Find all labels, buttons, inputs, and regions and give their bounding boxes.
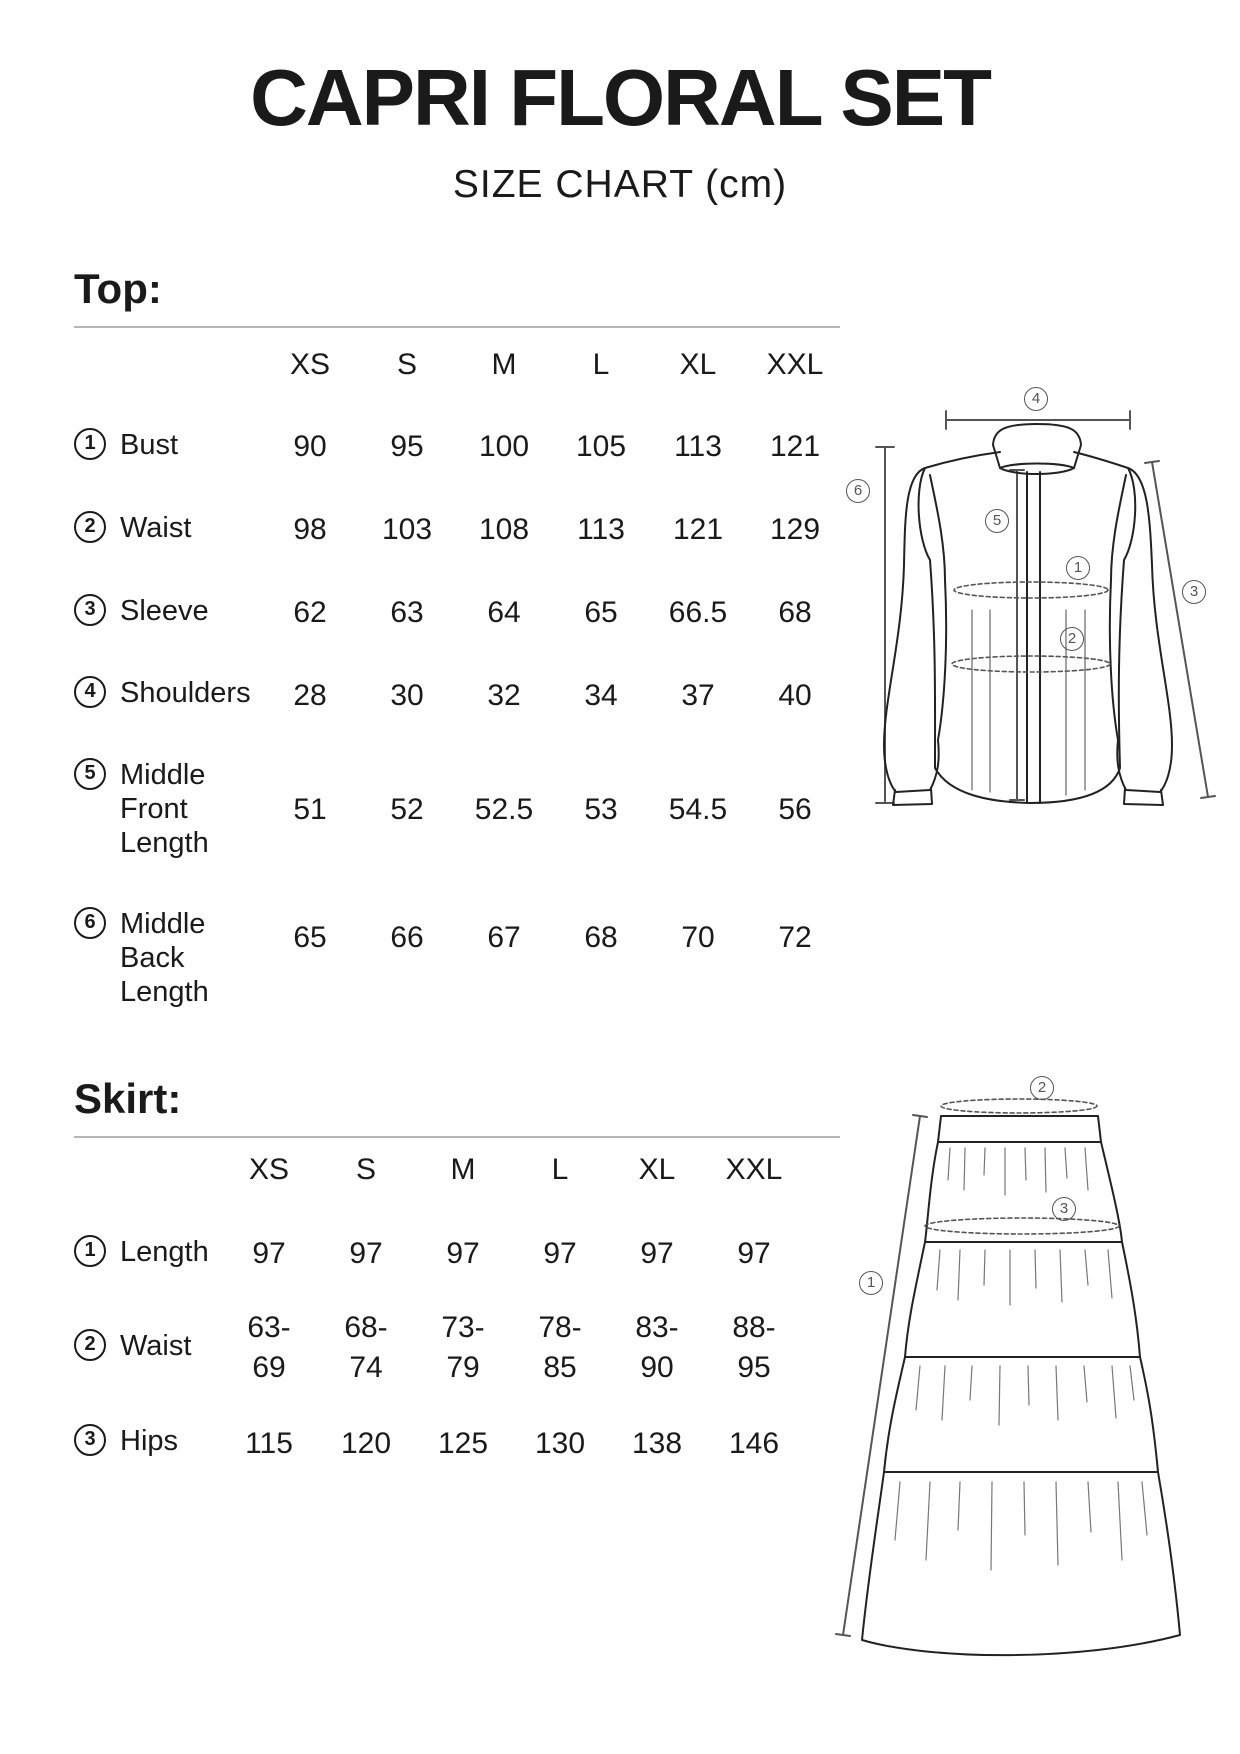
size-value-cell: 97 xyxy=(252,1237,286,1270)
row-number-badge: 3 xyxy=(74,1424,106,1456)
size-value-cell: 115 xyxy=(245,1427,293,1460)
size-value-cell: 68- 74 xyxy=(344,1311,388,1384)
size-value-cell: 70 xyxy=(681,921,715,954)
row-label-text: Hips xyxy=(120,1425,179,1457)
row-number-badge: 5 xyxy=(74,758,106,790)
skirt-marker-2: 2 xyxy=(1030,1076,1054,1100)
size-value-cell: 97 xyxy=(349,1237,383,1270)
size-value-cell: 98 xyxy=(293,513,327,546)
size-value-cell: 56 xyxy=(778,793,812,826)
row-label-text: Sleeve xyxy=(120,595,209,627)
skirt-diagram xyxy=(820,1080,1200,1680)
size-header-xs: XS xyxy=(289,348,331,381)
row-label xyxy=(74,511,191,545)
skirt-marker-3: 3 xyxy=(1052,1197,1076,1221)
row-number-badge: 4 xyxy=(74,676,106,708)
size-value-cell: 90 xyxy=(293,430,327,463)
skirt-marker-1: 1 xyxy=(859,1271,883,1295)
size-value-cell: 105 xyxy=(575,430,627,463)
size-value-cell: 64 xyxy=(487,596,521,629)
size-value-cell: 51 xyxy=(293,793,327,826)
row-number-badge: 2 xyxy=(74,511,106,543)
size-value-cell: 97 xyxy=(446,1237,480,1270)
size-value-cell: 32 xyxy=(487,679,521,712)
size-value-cell: 83- 90 xyxy=(635,1311,679,1384)
size-header-m: M xyxy=(491,348,517,381)
row-label-text: Middle Front Length xyxy=(120,759,209,859)
size-value-cell: 52.5 xyxy=(474,793,534,826)
skirt-section-heading: Skirt: xyxy=(74,1075,182,1122)
size-value-cell: 125 xyxy=(437,1427,489,1460)
size-value-cell: 113 xyxy=(577,513,625,546)
row-label-text: Bust xyxy=(120,429,179,461)
size-value-cell: 54.5 xyxy=(668,793,728,826)
size-value-cell: 138 xyxy=(631,1427,683,1460)
size-value-cell: 67 xyxy=(487,921,521,954)
size-header-xxl: XXL xyxy=(766,348,824,381)
size-header-xl: XL xyxy=(679,348,717,381)
blouse-marker-4: 4 xyxy=(1024,387,1048,411)
row-label xyxy=(74,428,178,462)
row-label-text: Waist xyxy=(120,1330,192,1362)
skirt-section-divider xyxy=(74,1136,840,1138)
size-value-cell: 97 xyxy=(543,1237,577,1270)
page-title: CAPRI FLORAL SET xyxy=(250,53,990,142)
size-value-cell: 121 xyxy=(672,513,724,546)
row-label-text: Waist xyxy=(120,512,192,544)
size-header-l: L xyxy=(592,348,610,381)
size-value-cell: 40 xyxy=(778,679,812,712)
size-value-cell: 53 xyxy=(584,793,618,826)
size-header-s: S xyxy=(396,348,417,381)
size-value-cell: 68 xyxy=(778,596,812,629)
row-number-badge: 1 xyxy=(74,1235,106,1267)
page-subtitle: SIZE CHART (cm) xyxy=(452,163,788,206)
size-value-cell: 30 xyxy=(390,679,424,712)
size-value-cell: 65 xyxy=(293,921,327,954)
size-value-cell: 73- 79 xyxy=(441,1311,485,1384)
blouse-marker-3: 3 xyxy=(1182,580,1206,604)
size-value-cell: 103 xyxy=(381,513,433,546)
size-value-cell: 97 xyxy=(737,1237,771,1270)
size-value-cell: 88- 95 xyxy=(732,1311,776,1384)
size-value-cell: 108 xyxy=(478,513,530,546)
size-value-cell: 95 xyxy=(390,430,424,463)
size-value-cell: 63 xyxy=(390,596,424,629)
top-section-divider xyxy=(74,326,840,328)
row-label xyxy=(74,1329,191,1363)
row-label-text: Length xyxy=(120,1236,209,1268)
row-number-badge: 2 xyxy=(74,1329,106,1361)
size-value-cell: 28 xyxy=(293,679,327,712)
size-value-cell: 97 xyxy=(640,1237,674,1270)
size-value-cell: 130 xyxy=(534,1427,586,1460)
row-label xyxy=(74,758,270,860)
size-value-cell: 34 xyxy=(584,679,618,712)
row-label-text: Middle Back Length xyxy=(120,908,209,1008)
row-number-badge: 3 xyxy=(74,594,106,626)
size-value-cell: 66 xyxy=(390,921,424,954)
size-value-cell: 65 xyxy=(584,596,618,629)
blouse-marker-6: 6 xyxy=(846,479,870,503)
size-value-cell: 52 xyxy=(390,793,424,826)
size-header-l: L xyxy=(551,1153,569,1186)
size-value-cell: 37 xyxy=(681,679,715,712)
row-label xyxy=(74,594,209,628)
size-value-cell: 100 xyxy=(478,430,530,463)
size-value-cell: 62 xyxy=(293,596,327,629)
size-header-xxl: XXL xyxy=(725,1153,783,1186)
size-value-cell: 113 xyxy=(674,430,722,463)
size-value-cell: 146 xyxy=(728,1427,780,1460)
row-label-text: Shoulders xyxy=(120,677,251,709)
size-value-cell: 72 xyxy=(778,921,812,954)
size-value-cell: 66.5 xyxy=(668,596,728,629)
row-number-badge: 6 xyxy=(74,907,106,939)
size-value-cell: 68 xyxy=(584,921,618,954)
size-value-cell: 121 xyxy=(769,430,821,463)
blouse-marker-2: 2 xyxy=(1060,627,1084,651)
size-value-cell: 120 xyxy=(340,1427,392,1460)
top-section-heading: Top: xyxy=(74,265,162,312)
row-label xyxy=(74,676,251,710)
row-label xyxy=(74,907,270,1009)
size-header-xl: XL xyxy=(638,1153,676,1186)
size-header-xs: XS xyxy=(248,1153,290,1186)
row-label xyxy=(74,1424,178,1458)
blouse-marker-1: 1 xyxy=(1066,556,1090,580)
blouse-marker-5: 5 xyxy=(985,509,1009,533)
size-header-m: M xyxy=(450,1153,476,1186)
row-number-badge: 1 xyxy=(74,428,106,460)
size-header-s: S xyxy=(355,1153,376,1186)
blouse-diagram xyxy=(840,375,1230,825)
size-value-cell: 129 xyxy=(769,513,821,546)
size-value-cell: 63- 69 xyxy=(247,1311,291,1384)
row-label xyxy=(74,1235,209,1269)
size-value-cell: 78- 85 xyxy=(538,1311,582,1384)
